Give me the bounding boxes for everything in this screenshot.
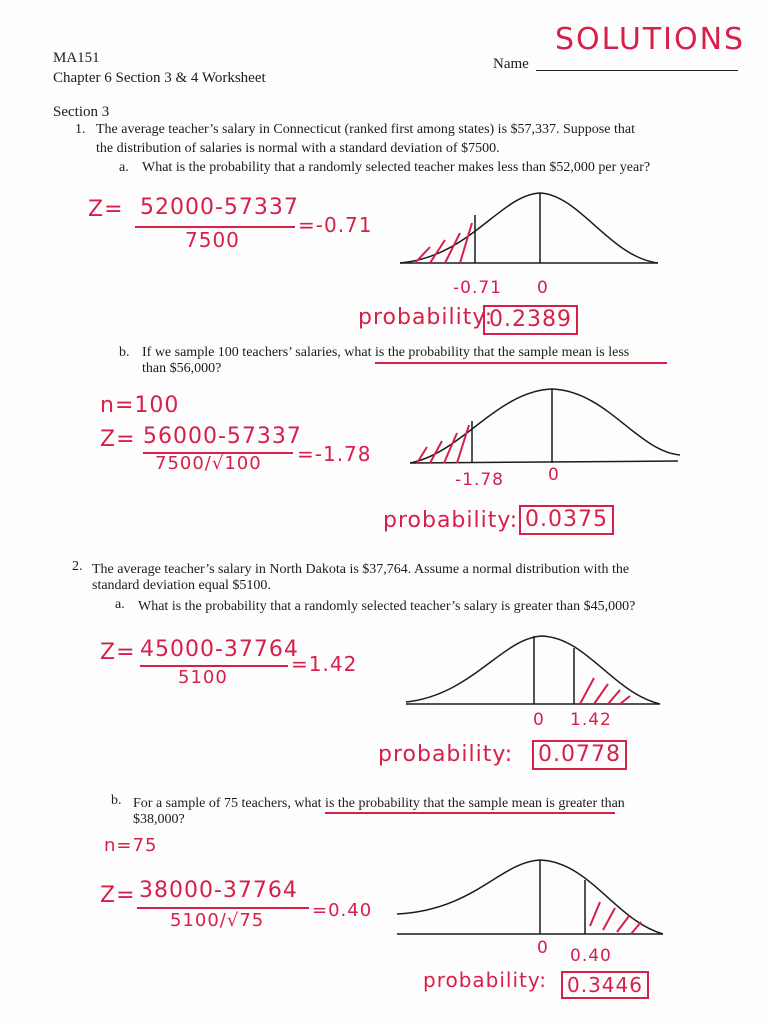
q1b-n-label: n=100 [100, 393, 180, 418]
q2a-denominator: 5100 [178, 667, 228, 688]
q2b-z-label: Z= [100, 883, 136, 908]
q2b-underline [325, 812, 615, 814]
q2-number: 2. [72, 559, 83, 574]
q2a-numerator: 45000-37764 [140, 637, 299, 662]
q2a-z-tick: 1.42 [570, 710, 612, 730]
q2b-denominator: 5100/√75 [170, 910, 265, 931]
q1b-underline [375, 362, 667, 364]
worksheet-title: Chapter 6 Section 3 & 4 Worksheet [53, 70, 266, 86]
q1a-probability-answer: 0.2389 [483, 305, 578, 335]
q1-text-line2: the distribution of salaries is normal with a standard deviation of $7500. [96, 141, 500, 156]
q1a-numerator: 52000-57337 [140, 195, 299, 220]
q1b-z-label: Z= [100, 427, 136, 452]
q1b-result: =-1.78 [297, 442, 372, 466]
course-code: MA151 [53, 50, 100, 66]
q2b-normal-curve [395, 858, 665, 938]
q2b-fraction-bar [137, 907, 309, 909]
q1a-denominator: 7500 [185, 228, 240, 252]
q1-text-line1: The average teacher’s salary in Connecticut (ranked first among states) is $57,337. Suppose that [96, 122, 635, 137]
q1b-probability-label: probability: [383, 508, 519, 533]
name-solutions: SOLUTIONS [555, 22, 746, 57]
q1a-probability-label: probability: [358, 305, 494, 330]
q1a-z-tick: -0.71 [453, 278, 502, 298]
q1b-probability-answer: 0.0375 [519, 505, 614, 535]
q2b-n-label: n=75 [104, 835, 158, 856]
q1a-normal-curve [390, 185, 660, 275]
q2b-probability-answer: 0.3446 [561, 971, 649, 999]
q2b-probability-label: probability: [423, 968, 547, 992]
q2a-probability-label: probability: [378, 742, 514, 767]
q2a-zero-tick: 0 [533, 710, 545, 730]
q2a-text: What is the probability that a randomly selected teacher’s salary is greater than $45,000? [138, 599, 636, 614]
q2b-letter: b. [111, 793, 122, 808]
section-heading: Section 3 [53, 104, 110, 120]
q1b-normal-curve [402, 383, 682, 463]
q2-text-line2: standard deviation equal $5100. [92, 578, 271, 593]
q2b-numerator: 38000-37764 [139, 878, 298, 903]
q1a-z-label: Z= [88, 197, 124, 222]
q1b-letter: b. [119, 345, 130, 360]
q1b-text-line1: If we sample 100 teachers’ salaries, what is the probability that the sample mean is less [142, 345, 630, 360]
q2b-text-line2: $38,000? [133, 812, 185, 827]
q1b-numerator: 56000-57337 [143, 424, 302, 449]
q2a-z-label: Z= [100, 640, 136, 665]
q2a-probability-answer: 0.0778 [532, 740, 627, 770]
name-label: Name [493, 56, 529, 72]
q2b-result: =0.40 [312, 900, 373, 921]
q1a-letter: a. [119, 160, 129, 175]
q1a-text: What is the probability that a randomly selected teacher makes less than $52,000 per year? [142, 160, 651, 175]
q2a-letter: a. [115, 597, 125, 612]
q2a-normal-curve [402, 630, 662, 710]
q2b-zero-tick: 0 [537, 938, 549, 958]
q2b-z-tick: 0.40 [570, 946, 612, 966]
q1a-result: =-0.71 [298, 213, 373, 237]
q2b-text-line1: For a sample of 75 teachers, what is the probability that the sample mean is greater than [133, 796, 625, 811]
q1b-z-tick: -1.78 [455, 470, 504, 490]
name-field-line [536, 70, 738, 71]
q1b-zero-tick: 0 [548, 465, 560, 485]
q1a-zero-tick: 0 [537, 278, 549, 298]
q1-number: 1. [75, 122, 86, 137]
q2a-result: =1.42 [291, 652, 358, 676]
q1b-denominator: 7500/√100 [155, 453, 262, 474]
q2-text-line1: The average teacher’s salary in North Dakota is $37,764. Assume a normal distribution with the [92, 562, 630, 577]
q1b-text-line2: than $56,000? [142, 361, 222, 376]
